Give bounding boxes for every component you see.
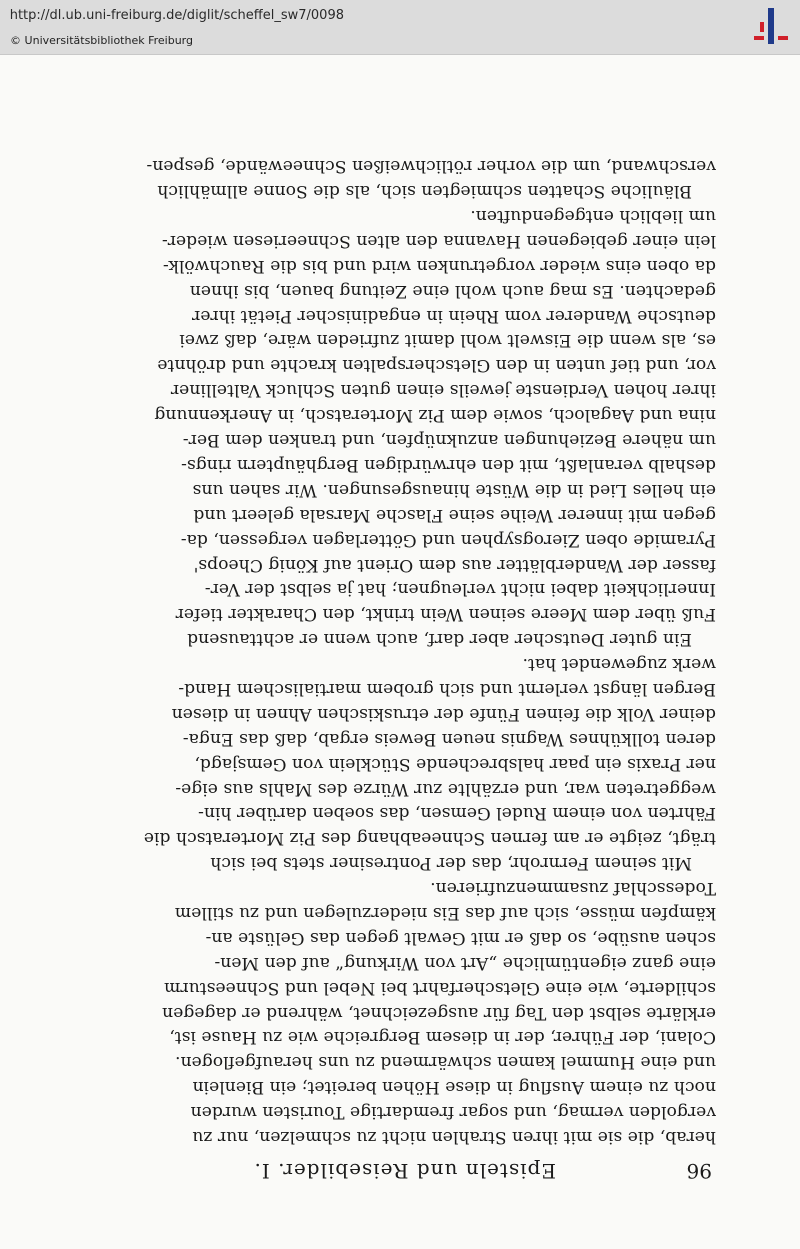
- text-line: ein helles Lied in die Wüste hinausgesungen. Wir sahen uns: [192, 479, 716, 500]
- text-line: ihrer hohen Verdienste jeweils einen guten Schluck Valtelliner: [170, 380, 716, 401]
- running-header: [74, 1149, 716, 1189]
- text-line: Fuß über dem Meere seinen Wein trinkt, den Charakter tiefer: [175, 604, 716, 625]
- page-number: 96: [686, 1159, 712, 1183]
- text-line: Fährten von einem Rudel Gemsen, das soeben darüber hin-: [198, 803, 716, 824]
- text-line: Todesschlaf zusammenzufrieren.: [430, 878, 716, 899]
- text-line: und eine Hummel kamen schwärmend zu uns heraufgeflogen.: [175, 1052, 716, 1073]
- page-text: [74, 153, 716, 1149]
- text-line: deshalb veranlaßt, mit den ehrwürdigen Berghäuptern rings-: [181, 454, 716, 475]
- text-line: schen ausübe, so daß er mit Gewalt gegen das Gelüste an-: [205, 927, 716, 948]
- text-line: noch zu einem Ausflug in diese Höhen bereitet; ein Bienlein: [192, 1077, 716, 1098]
- university-logo-icon[interactable]: [748, 6, 792, 46]
- text-line: Mit seinem Fernrohr, das der Pontresiner stets bei sich: [210, 853, 692, 874]
- text-line: vergolden vermag, und sogar fremdartige Touristen wurden: [190, 1102, 716, 1123]
- text-line: gegen mit innerer Weihe seine Flasche Marsala geleert und: [193, 504, 716, 525]
- viewer-header-bar: [0, 0, 800, 55]
- text-line: kämpfen müsse, sich auf das Eis niederzulegen und zu stillem: [174, 902, 716, 923]
- text-line: Bergen längst verlernt und sich grobem martialischem Hand-: [178, 678, 716, 699]
- text-line: um lieblich entgegenduften.: [470, 206, 716, 227]
- source-url-link[interactable]: http://dl.ub.uni-freiburg.de/diglit/scheffel_sw7/0098: [10, 8, 345, 23]
- text-line: es, als wenn die Eiswelt wohl damit zufrieden wäre, daß zwei: [179, 330, 716, 351]
- text-line: fasser der Wanderblätter aus dem Orient auf König Cheops': [193, 554, 716, 575]
- text-line: da oben eins wieder vorgetrunken wird und bis die Rauchwölk-: [162, 255, 716, 276]
- text-line: gedachten. Es mag auch wohl eine Zeitung bauen, bis ihnen: [189, 280, 716, 301]
- text-line: werk zugewendet hat.: [522, 654, 716, 675]
- text-line: deren tollkühnes Wagnis neuen Beweis ergab, daß das Enga-: [182, 728, 716, 749]
- text-line: Innerlichkeit dabei nicht verleugnen; hat ja selbst der Ver-: [204, 579, 716, 600]
- text-line: verschwand, um die vorher rötlichweißen Schneewände, gespen-: [146, 156, 716, 177]
- text-line: trägt, zeigte er am fernen Schneeabhang des Piz Morteratsch die: [143, 828, 716, 849]
- running-title: Episteln und Reisebilder. I.: [253, 1159, 556, 1183]
- text-line: weggetreten war, und erzählte zur Würze des Mahls aus eige-: [175, 778, 716, 799]
- text-line: Ein guter Deutscher aber darf, auch wenn er achttausend: [187, 629, 692, 650]
- text-line: deiner Volk die feinen Fünfe der etruskischen Ahnen in diesen: [171, 703, 716, 724]
- text-line: ner Praxis ein paar halsbrechende Stücklein von Gemsjagd,: [194, 753, 716, 774]
- text-line: vor, und tief unten in den Gletscherspalten krachte und dröhnte: [157, 355, 716, 376]
- text-line: eine ganz eigentümliche „Art von Wirkung“ auf den Men-: [214, 952, 716, 973]
- text-line: Colani, der Führer, der in diesem Bergreiche wie zu Hause ist,: [169, 1027, 716, 1048]
- text-line: lein einer gebiegenen Havanna den alten Schneeriesen wieder-: [161, 230, 716, 251]
- text-line: Bläuliche Schatten schmiegten sich, als die Sonne allmählich: [157, 181, 692, 202]
- book-page: [74, 153, 716, 1189]
- text-line: erklärte selbst den Tag für ausgezeichnet, während er dagegen: [162, 1002, 716, 1023]
- text-line: nina und Aagaloch, sowie dem Piz Morteratsch, in Anerkennung: [154, 405, 716, 426]
- text-line: um nähere Beziehungen anzuknüpfen, und tranken dem Ber-: [182, 430, 716, 451]
- text-line: schilderte, wie eine Gletscherfahrt bei Nebel und Schneesturm: [164, 977, 716, 998]
- text-line: Pyramide oben Zierogsyphen und Götterlagen vergessen, da-: [180, 529, 716, 550]
- library-credit: © Universitätsbibliothek Freiburg: [10, 34, 193, 47]
- text-line: deutsche Wanderer vom Rhein in engadinischer Pietät ihrer: [192, 305, 716, 326]
- text-line: herab, die sie mit ihren Strahlen nicht zu schmelzen, nur zu: [192, 1127, 716, 1147]
